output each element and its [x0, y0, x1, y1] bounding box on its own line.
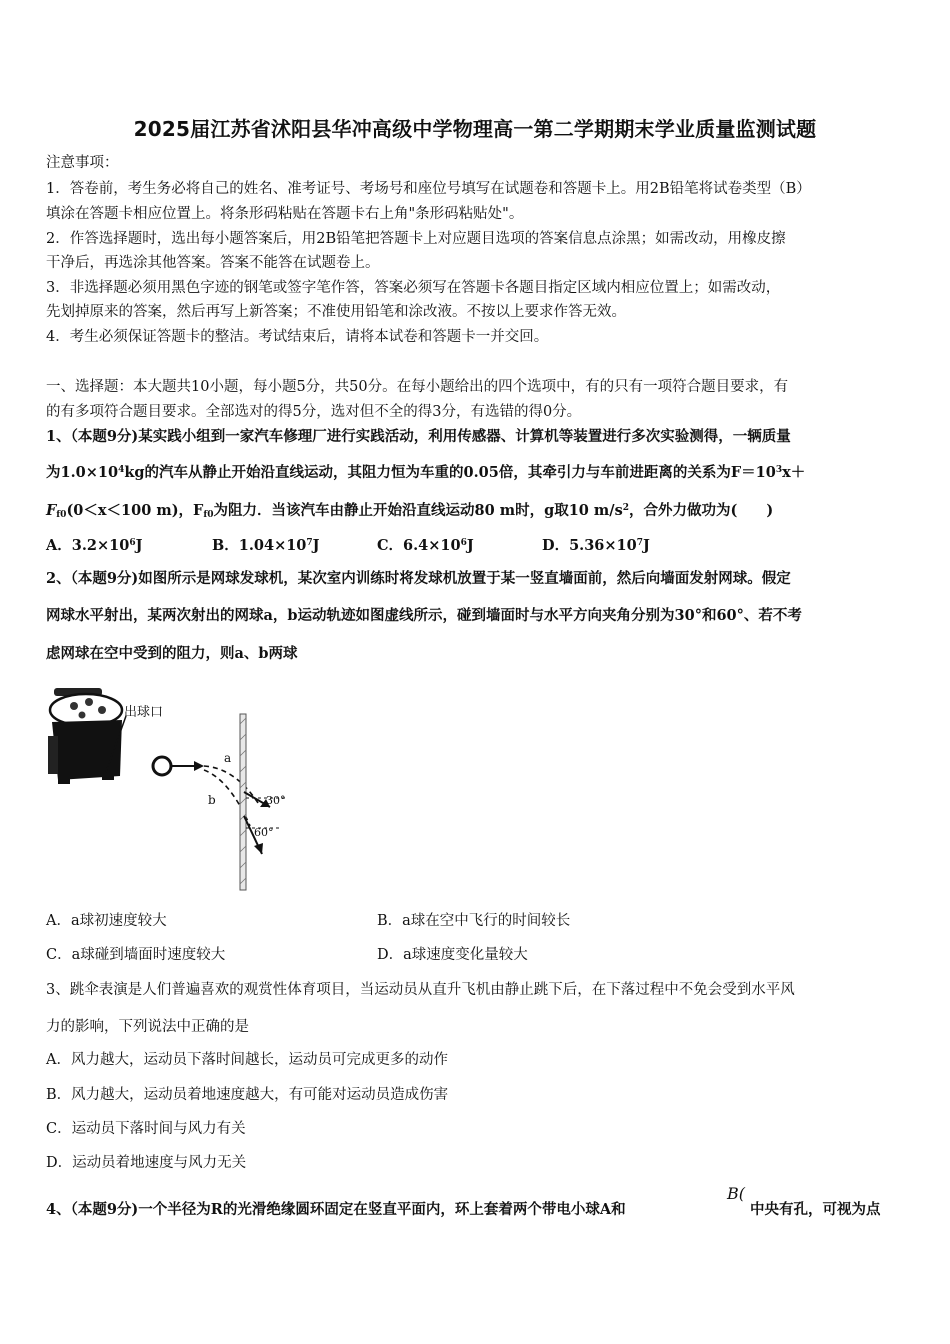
q1-text-part: ，合外力做功为( )	[629, 502, 774, 519]
page-title: 2025届江苏省沭阳县华冲高级中学物理高一第二学期期末学业质量监测试题	[133, 117, 817, 141]
q1-text-part: 为阻力．当该汽车由静止开始沿直线运动80 m时，g取10 m/s	[213, 502, 623, 519]
angle-60-label: 60°	[254, 826, 274, 839]
q1-option-d[interactable]: D．$5.36\times 10^7J$	[542, 537, 650, 554]
outlet-label: 出球口	[124, 705, 164, 720]
wall	[240, 714, 246, 890]
question-1-text	[46, 464, 805, 482]
q2-option-b[interactable]: B．a球在空中飞行的时间较长	[377, 913, 571, 929]
notice-line: 填涂在答题卡相应位置上。将条形码粘贴在答题卡右上角"条形码粘贴处"。	[46, 206, 524, 222]
q1-exponent: 3	[775, 465, 783, 475]
q1-subscript: f0	[56, 510, 67, 520]
notice-line: 干净后，再选涂其他答案。答案不能答在试题卷上。	[46, 255, 380, 271]
q2-option-a[interactable]: A．a球初速度较大	[46, 913, 167, 929]
q1-exponent: 4	[118, 465, 125, 475]
section-intro: 一、选择题：本大题共10小题，每小题5分，共50分。在每小题给出的四个选项中，有的只有一项符合题目要求，有	[46, 379, 789, 395]
launcher-machine-icon	[48, 688, 122, 784]
question-3-text: 力的影响，下列说法中正确的是	[46, 1019, 249, 1035]
question-3-text: 3、跳伞表演是人们普遍喜欢的观赏性体育项目，当运动员从直升飞机由静止跳下后，在下落过程中不免会受到水平风	[46, 982, 795, 998]
angle-30-label: 30°	[266, 794, 286, 807]
notice-line: 4．考生必须保证答题卡的整洁。考试结束后，请将本试卷和答题卡一并交回。	[46, 329, 549, 345]
section-intro: 的有多项符合题目要求。全部选对的得5分，选对但不全的得3分，有选错的得0分。	[46, 404, 582, 420]
notice-line: 先划掉原来的答案，然后再写上新答案；不准使用铅笔和涂改液。不按以上要求作答无效。	[46, 304, 626, 320]
q1-text-part: kg的汽车从静止开始沿直线运动，其阻力恒为车重的0.05倍，其牵引力与车前进距离的关系为F＝10	[124, 464, 776, 481]
q1-subscript: f0	[203, 510, 214, 520]
q3-option-a[interactable]: A．风力越大，运动员下落时间越长，运动员可完成更多的动作	[46, 1052, 448, 1068]
q1-option-c[interactable]: C．$6.4\times 10^6J$	[377, 537, 474, 554]
q1-text-part: x＋	[782, 464, 806, 481]
question-4-text-end: 中央有孔，可视为点	[750, 1201, 881, 1218]
q1-option-b[interactable]: B．$1.04\times 10^7J$	[212, 537, 320, 554]
question-2-text: 虑网球在空中受到的阻力，则a、b两球	[46, 645, 298, 662]
tennis-ball-icon	[153, 757, 171, 775]
tennis-launcher-figure	[44, 680, 304, 895]
q1-text-part: 为1.0×10	[46, 464, 119, 481]
notice-line: 2．作答选择题时，选出每小题答案后，用2B铅笔把答题卡上对应题目选项的答案信息点涂黑；如需改动，用橡皮擦	[46, 231, 786, 247]
notice-line: 1．答卷前，考生务必将自己的姓名、准考证号、考场号和座位号填写在试题卷和答题卡上。用2B铅笔将试卷类型（B）	[46, 181, 811, 197]
q1-exponent: 2	[622, 503, 629, 513]
q3-option-b[interactable]: B．风力越大，运动员着地速度越大，有可能对运动员造成伤害	[46, 1087, 449, 1103]
trajectory-b-label: b	[208, 793, 216, 807]
question-4-text: 4、（本题9分)一个半径为R的光滑绝缘圆环固定在竖直平面内，环上套着两个带电小球A和	[46, 1201, 626, 1218]
q2-option-c[interactable]: C．a球碰到墙面时速度较大	[46, 947, 226, 963]
q2-option-d[interactable]: D．a球速度变化量较大	[377, 947, 528, 963]
q1-option-a[interactable]: A．$3.2\times 10^6J$	[46, 537, 143, 554]
q1-text-part: F	[46, 502, 57, 519]
trajectory-a-label: a	[224, 751, 232, 765]
question-1-text: 1、（本题9分)某实践小组到一家汽车修理厂进行实践活动，利用传感器、计算机等装置进行多次实验测得，一辆质量	[46, 428, 791, 445]
q3-option-d[interactable]: D．运动员着地速度与风力无关	[46, 1155, 247, 1171]
question-2-text: 网球水平射出，某两次射出的网球a，b运动轨迹如图虚线所示，碰到墙面时与水平方向夹角分别为30°和60°、若不考	[46, 607, 802, 624]
q1-text-part: (0＜x＜100 m)，F	[66, 502, 204, 519]
q3-option-c[interactable]: C．运动员下落时间与风力有关	[46, 1121, 246, 1137]
q4-b-symbol: B(	[727, 1184, 745, 1203]
question-2-text: 2、（本题9分)如图所示是网球发球机，某次室内训练时将发球机放置于某一竖直墙面前，然后向墙面发射网球。假定	[46, 570, 791, 587]
notice-heading: 注意事项：	[46, 155, 119, 171]
notice-line: 3．非选择题必须用黑色字迹的钢笔或签字笔作答，答案必须写在答题卡各题目指定区域内相应位置上；如需改动，	[46, 280, 781, 296]
question-1-text	[46, 502, 773, 520]
